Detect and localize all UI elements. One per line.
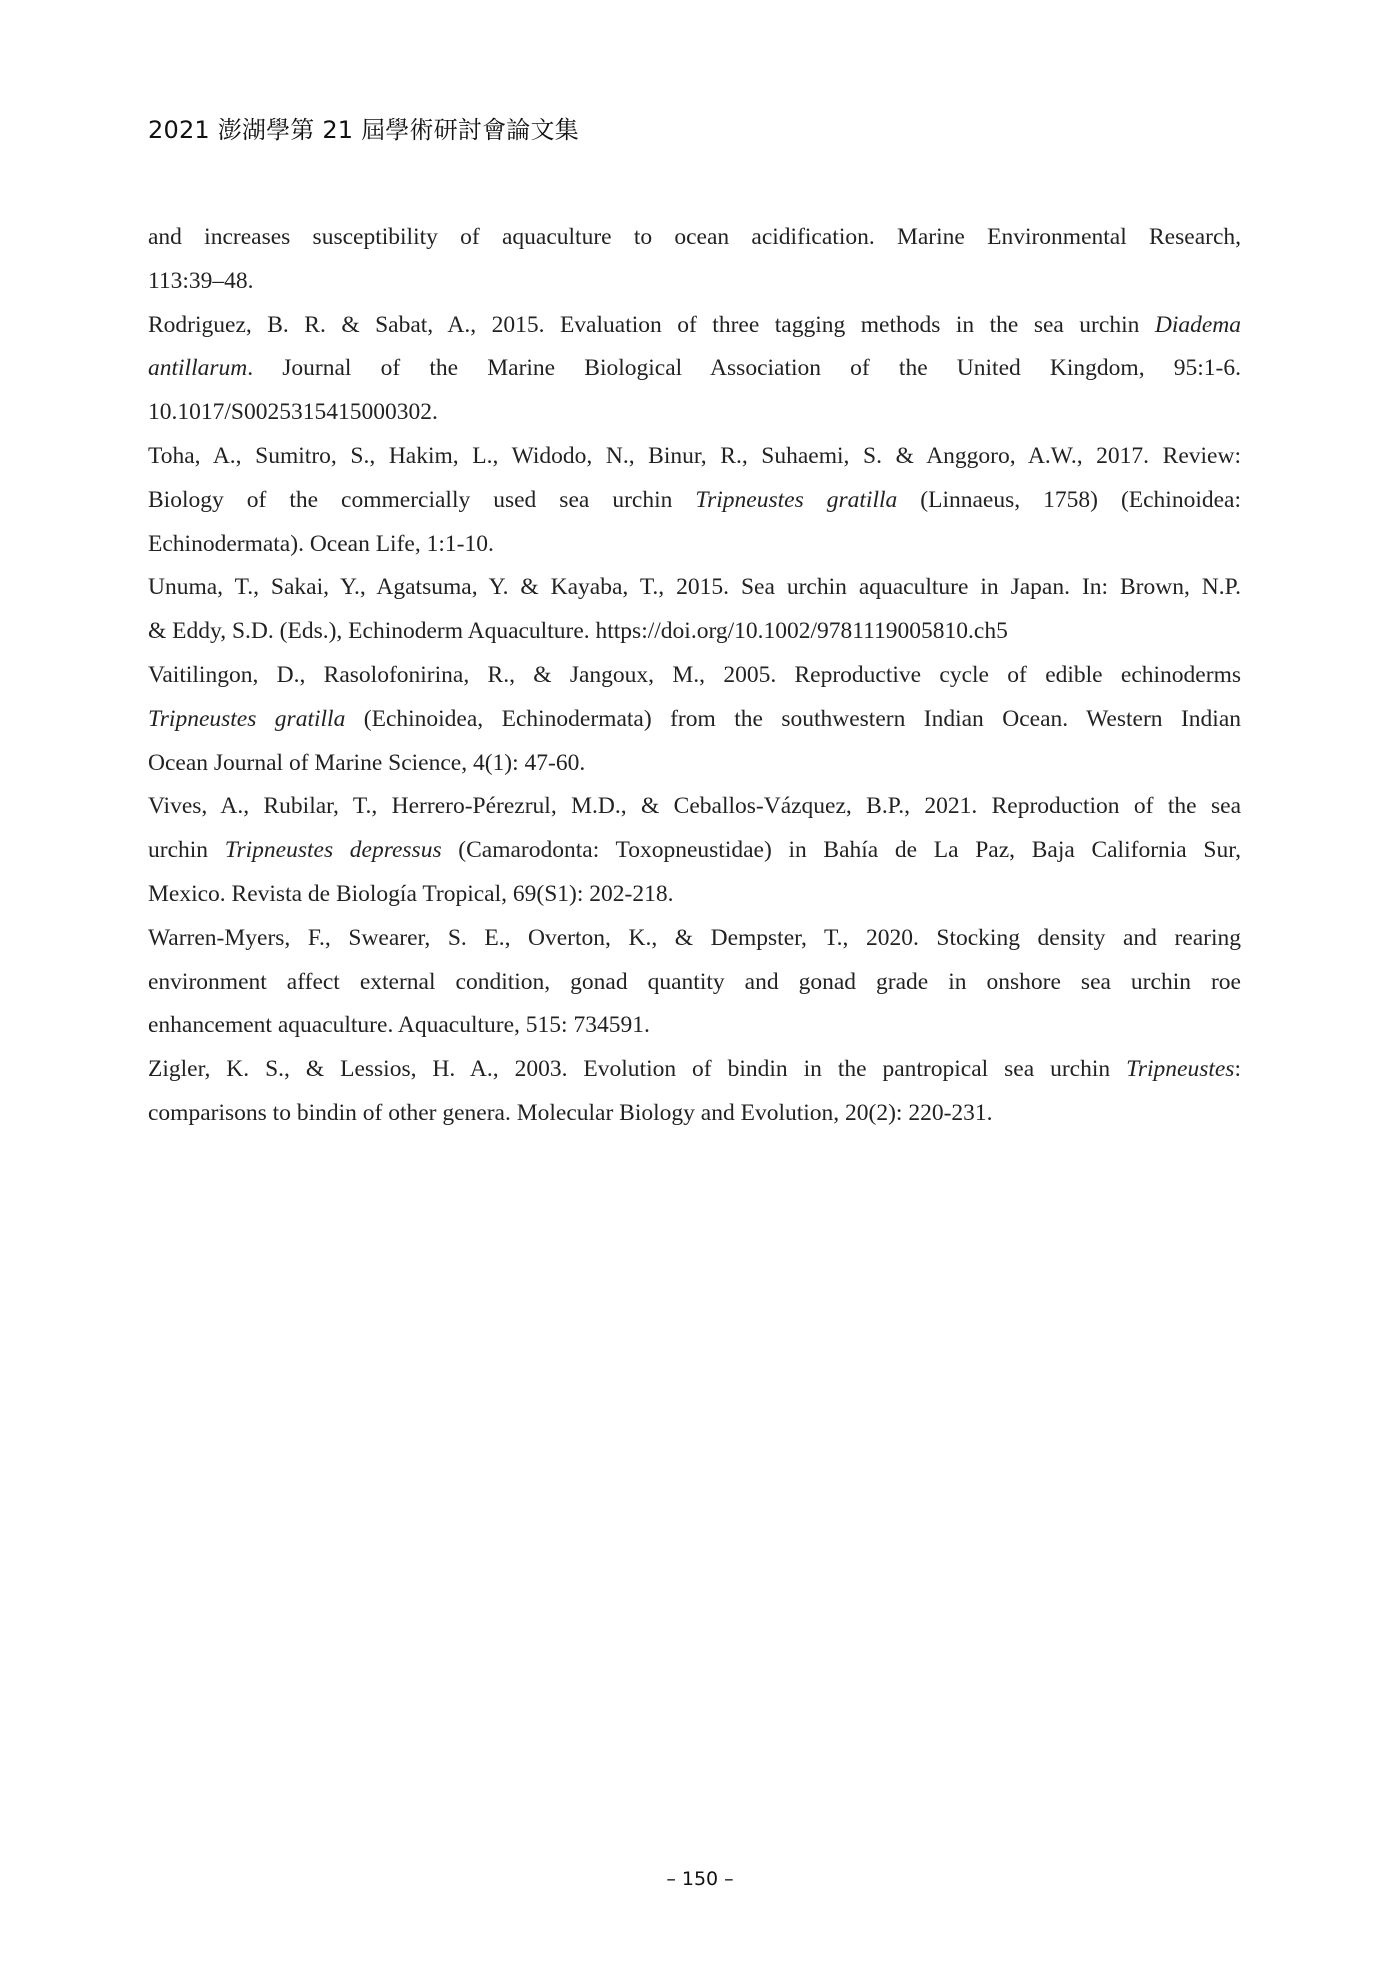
reference-line — [148, 610, 1241, 654]
reference-line — [148, 566, 1241, 610]
reference-text: Vaitilingon, D., Rasolofonirina, R., & Jangoux, M., 2005. Reproductive cycle of edible echinoderms — [148, 661, 1241, 688]
running-header: 2021 澎湖學第 21 屆學術研討會論文集 — [148, 116, 579, 144]
reference-text: Warren-Myers, F., Swearer, S. E., Overton, K., & Dempster, T., 2020. Stocking density and rearing — [148, 924, 1241, 951]
reference-text: (Linnaeus, 1758) (Echinoidea: — [897, 486, 1242, 513]
reference-line — [148, 435, 1241, 479]
reference-line — [148, 873, 1241, 917]
reference-entry — [148, 216, 1241, 304]
reference-line — [148, 1092, 1241, 1136]
reference-text: Rodriguez, B. R. & Sabat, A., 2015. Evaluation of three tagging methods in the sea urchin — [148, 311, 1155, 338]
reference-text: Echinodermata). Ocean Life, 1:1-10. — [148, 530, 494, 557]
reference-line — [148, 391, 1241, 435]
reference-text: and increases susceptibility of aquaculture to ocean acidification. Marine Environmental Research, — [148, 224, 1241, 250]
page-number: – 150 – — [666, 1868, 734, 1890]
reference-text: . Journal of the Marine Biological Association of the United Kingdom, 95:1-6. — [247, 355, 1241, 382]
reference-line — [148, 1004, 1241, 1048]
reference-line — [148, 1048, 1241, 1092]
italic-species-name: Tripneustes gratilla — [695, 486, 898, 513]
reference-line — [148, 961, 1241, 1005]
reference-line — [148, 347, 1241, 391]
reference-entry — [148, 654, 1241, 785]
reference-entry — [148, 1048, 1241, 1136]
reference-text: Mexico. Revista de Biología Tropical, 69(S1): 202-218. — [148, 880, 674, 907]
reference-entry — [148, 304, 1241, 435]
reference-text: 113:39–48. — [148, 267, 254, 294]
reference-text: comparisons to bindin of other genera. Molecular Biology and Evolution, 20(2): 220-231. — [148, 1099, 993, 1126]
reference-entry — [148, 917, 1241, 1048]
reference-line — [148, 304, 1241, 348]
reference-text: Ocean Journal of Marine Science, 4(1): 47-60. — [148, 749, 586, 776]
reference-text: & Eddy, S.D. (Eds.), Echinoderm Aquaculture. https://doi.org/10.1002/9781119005810.ch5 — [148, 618, 1008, 645]
italic-species-name: antillarum — [148, 355, 248, 382]
reference-text: environment affect external condition, gonad quantity and gonad grade in onshore sea urchin roe — [148, 968, 1241, 995]
italic-species-name: Tripneustes gratilla — [148, 705, 346, 732]
reference-text: enhancement aquaculture. Aquaculture, 515: 734591. — [148, 1012, 650, 1039]
reference-entry — [148, 566, 1241, 654]
italic-species-name: Diadema — [1154, 311, 1241, 338]
italic-species-name: Tripneustes depressus — [224, 837, 442, 864]
reference-line — [148, 479, 1241, 523]
reference-text: Biology of the commercially used sea urchin — [148, 486, 696, 513]
reference-text: Toha, A., Sumitro, S., Hakim, L., Widodo, N., Binur, R., Suhaemi, S. & Anggoro, A.W., 2017. Review: — [148, 442, 1241, 469]
reference-line — [148, 829, 1241, 873]
reference-line — [148, 260, 1241, 304]
reference-line — [148, 785, 1241, 829]
reference-entry — [148, 785, 1241, 916]
reference-entry — [148, 435, 1241, 566]
reference-text: Unuma, T., Sakai, Y., Agatsuma, Y. & Kayaba, T., 2015. Sea urchin aquaculture in Japan. In: Brown, N.P. — [148, 574, 1241, 601]
reference-line — [148, 742, 1241, 786]
reference-text: (Echinoidea, Echinodermata) from the southwestern Indian Ocean. Western Indian — [345, 705, 1242, 732]
reference-text: (Camarodonta: Toxopneustidae) in Bahía de La Paz, Baja California Sur, — [441, 837, 1241, 864]
italic-species-name: Tripneustes — [1126, 1056, 1235, 1083]
reference-text: Zigler, K. S., & Lessios, H. A., 2003. Evolution of bindin in the pantropical sea urchin — [148, 1056, 1127, 1083]
reference-list — [148, 216, 1241, 1136]
reference-line — [148, 654, 1241, 698]
reference-line — [148, 917, 1241, 961]
reference-text: : — [1234, 1056, 1241, 1083]
reference-line — [148, 216, 1241, 260]
reference-line — [148, 698, 1241, 742]
reference-text: Vives, A., Rubilar, T., Herrero-Pérezrul, M.D., & Ceballos-Vázquez, B.P., 2021. Reproduction of the sea — [148, 793, 1241, 820]
reference-line — [148, 523, 1241, 567]
reference-text: urchin — [148, 837, 225, 864]
reference-text: 10.1017/S0025315415000302. — [148, 399, 438, 426]
